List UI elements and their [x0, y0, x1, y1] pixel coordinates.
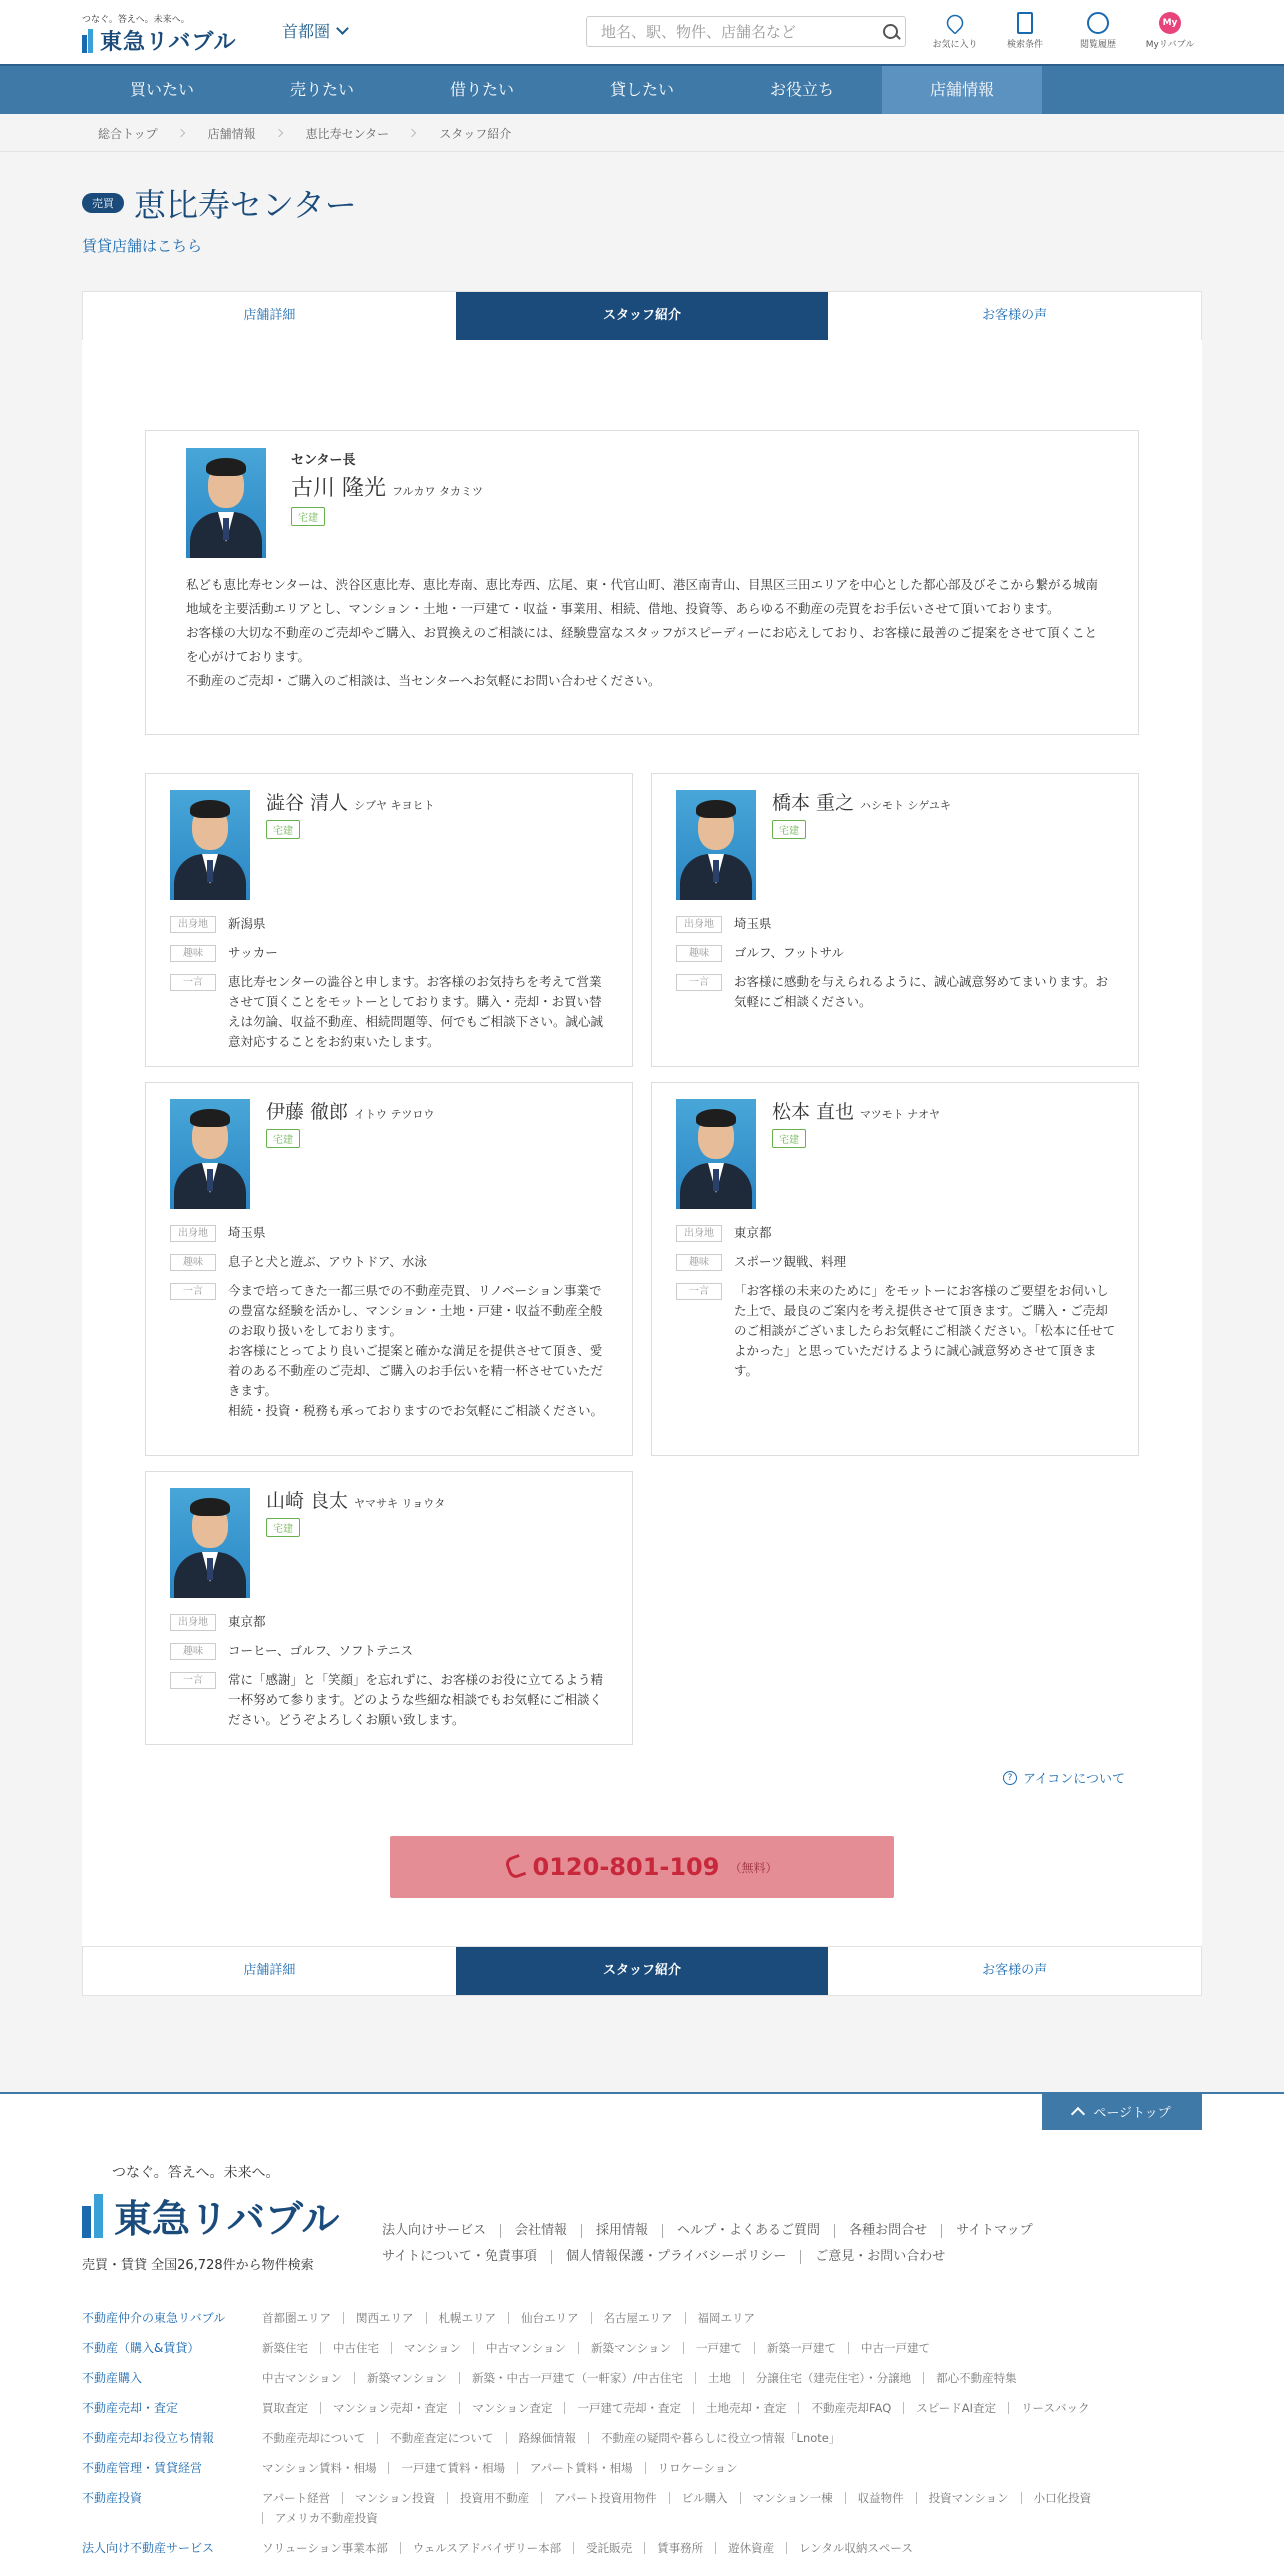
footer-category-links [262, 2368, 1202, 2388]
staff-origin: 新潟県 [228, 916, 266, 931]
footer-category-link[interactable]: アパート投資用物件 [541, 2492, 669, 2504]
footer-category-link[interactable]: 中古マンション [473, 2342, 578, 2354]
tab-store-detail[interactable]: 店舗詳細 [243, 308, 296, 323]
footer-category-link[interactable]: 不動産の疑問や暮らしに役立つ情報「Lnote」 [588, 2432, 852, 2444]
comment-label: 一言 [170, 1672, 216, 1689]
staff-kana: ハシモト シゲユキ [860, 799, 951, 812]
footer-category-link[interactable]: マンション投資 [342, 2492, 447, 2504]
staff-card [651, 1082, 1139, 1456]
sale-badge: 売買 [82, 193, 124, 213]
saved-search-label: 検索条件 [1006, 40, 1043, 50]
footer-category-link[interactable]: ウェルスアドバイザリー本部 [400, 2542, 573, 2554]
footer-category-link[interactable]: 名古屋エリア [591, 2312, 685, 2324]
footer-category-link[interactable]: 土地 [695, 2372, 743, 2384]
chevron-up-icon [1071, 2107, 1085, 2121]
footer-category-heading[interactable]: 不動産（購入&賃貸） [82, 2341, 200, 2355]
tab-voices[interactable]: お客様の声 [982, 1963, 1048, 1978]
my-livable-label: Myリバブル [1145, 40, 1195, 50]
license-badge: 宅建 [772, 1129, 806, 1148]
origin-label: 出身地 [170, 1225, 216, 1242]
footer-category-links [262, 2538, 1202, 2558]
my-icon: My [1159, 12, 1181, 34]
about-icons-link[interactable] [1003, 1768, 1125, 1787]
license-badge: 宅建 [266, 820, 300, 839]
footer-link[interactable]: サイトについて・免責事項 [382, 2249, 537, 2264]
hobby-label: 趣味 [170, 1254, 216, 1271]
footer-category-heading[interactable]: 不動産投資 [82, 2491, 143, 2505]
tab-staff[interactable]: スタッフ紹介 [456, 292, 829, 340]
footer-category-link[interactable]: 首都圏エリア [262, 2311, 331, 2325]
footer-category-row [82, 2538, 1202, 2558]
footer-category-link[interactable]: アパート賃料・相場 [517, 2462, 645, 2474]
store-tabs-bottom [82, 1946, 1202, 1996]
footer-category-link[interactable]: マンション賃料・相場 [262, 2461, 377, 2475]
global-nav [0, 64, 1284, 114]
staff-origin: 東京都 [734, 1225, 772, 1240]
hobby-label: 趣味 [676, 945, 722, 962]
license-badge: 宅建 [266, 1518, 300, 1537]
staff-photo [170, 1488, 250, 1598]
staff-card [651, 773, 1139, 1067]
origin-label: 出身地 [170, 916, 216, 933]
footer-category-link[interactable]: マンション査定 [459, 2402, 564, 2414]
hobby-label: 趣味 [170, 945, 216, 962]
heart-icon [943, 11, 966, 34]
footer-category-link[interactable]: 土地売却・査定 [693, 2402, 799, 2414]
nav-lease[interactable]: 貸したい [609, 80, 674, 99]
footer-category-row [82, 2338, 1202, 2358]
footer-category-link[interactable]: スピードAI査定 [903, 2402, 1008, 2414]
clock-icon [1087, 12, 1109, 34]
staff-hobby: 息子と犬と遊ぶ、アウトドア、水泳 [228, 1254, 427, 1269]
footer-category-link[interactable]: 関西エリア [343, 2312, 426, 2324]
comment-label: 一言 [170, 1283, 216, 1300]
staff-card [145, 773, 633, 1067]
footer-category-link[interactable]: 小口化投資 [1021, 2492, 1104, 2504]
tab-staff[interactable]: スタッフ紹介 [456, 1947, 829, 1995]
phone-icon [503, 1854, 526, 1880]
crumb-top[interactable]: 総合トップ [98, 126, 158, 141]
footer-category-link[interactable]: 中古マンション [262, 2371, 342, 2385]
footer-tagline: つなぐ。答えへ。未来へ。 [112, 2165, 280, 2181]
message-paragraph: お客様の大切な不動産のご売却やご購入、お買換えのご相談には、経験豊富なスタッフがスピーディーにお応えしており、お客様に最善のご提案をさせて頂くことを心がけております。 [186, 625, 1098, 664]
history-label: 閲覧履歴 [1079, 40, 1116, 50]
staff-hobby: ゴルフ、フットサル [734, 945, 845, 960]
footer-category-links [262, 2338, 1202, 2358]
footer-category-link[interactable]: レンタル収納スペース [786, 2542, 925, 2554]
staff-hobby: コーヒー、ゴルフ、ソフトテニス [228, 1643, 414, 1658]
staff-origin: 東京都 [228, 1614, 266, 1629]
staff-comment: 常に「感謝」と「笑顔」を忘れずに、お客様のお役に立てるよう精一杯努めて参ります。どのような些細な相談でもお気軽にご相談ください。どうぞよろしくお願い致します。 [228, 1672, 604, 1727]
footer-category-link[interactable]: 新築一戸建て [754, 2342, 848, 2354]
question-icon: ? [1003, 1771, 1017, 1785]
footer-category-heading[interactable]: 不動産仲介の東急リバブル [82, 2311, 226, 2325]
staff-comment: 「お客様の未来のために」をモットーにお客様のご要望をお伺いした上で、最良のご案内を考え提供させて頂きます。ご購入・ご売却のご相談がございましたらお気軽にご相談ください。「松本に任せてよかった」と思っていただけるように誠心誠意努めさせて頂きます。 [734, 1283, 1116, 1378]
footer-link[interactable]: 採用情報 [581, 2224, 662, 2238]
rental-store-link[interactable]: 賃貸店舗はこちら [82, 237, 203, 255]
staff-photo [676, 790, 756, 900]
footer-link[interactable]: ご意見・お問い合わせ [800, 2250, 959, 2264]
footer-link[interactable]: 各種お問合せ [834, 2224, 941, 2238]
footer-category-link[interactable]: 投資用不動産 [447, 2492, 541, 2504]
footer-category-link[interactable]: 不動産売却について [262, 2431, 366, 2445]
footer-category-link[interactable]: 分譲住宅（建売住宅）・分譲地 [743, 2372, 923, 2384]
footer-link[interactable]: 個人情報保護・プライバシーポリシー [551, 2250, 800, 2264]
page-title [82, 180, 357, 226]
staff-comment: お客様に感動を与えられるように、誠心誠意努めてまいります。お気軽にご相談ください。 [734, 974, 1109, 1009]
footer-category-link[interactable]: 遊休資産 [715, 2542, 786, 2554]
footer-category-link[interactable]: リロケーション [645, 2462, 750, 2474]
listing-summary: 売買・賃貸 全国26,728件から物件検索 [82, 2258, 314, 2273]
manager-kana: フルカワ タカミツ [392, 485, 484, 498]
footer-category-link[interactable]: アメリカ不動産投資 [262, 2512, 390, 2524]
license-badge: 宅建 [266, 1129, 300, 1148]
footer-categories [82, 2308, 1202, 2568]
footer-category-link[interactable]: リースバック [1008, 2402, 1101, 2414]
footer-category-link[interactable]: 新築マンション [578, 2342, 683, 2354]
staff-origin: 埼玉県 [734, 916, 772, 931]
footer-category-link[interactable]: 一戸建て賃料・相場 [388, 2462, 517, 2474]
phone-button[interactable] [390, 1836, 894, 1898]
staff-name: 松本 直也 [772, 1101, 855, 1123]
staff-hobby: スポーツ観戦、料理 [734, 1254, 847, 1269]
manager-message [186, 573, 1106, 693]
footer-category-link[interactable]: マンション一棟 [740, 2492, 845, 2504]
nav-stores[interactable]: 店舗情報 [882, 66, 1042, 114]
brand-logo[interactable] [82, 12, 236, 56]
origin-label: 出身地 [676, 1225, 722, 1242]
favorites-button[interactable] [925, 12, 985, 50]
nav-sell[interactable]: 売りたい [289, 80, 354, 99]
manager-name: 古川 隆光 [291, 476, 386, 501]
staff-comment: 恵比寿センターの澁谷と申します。お客様のお気持ちを考えて営業させて頂くことをモットーとしております。購入・売却・お買い替えは勿論、収益不動産、相続問題等、何でもご相談下さい。誠心誠意対応することをお約束いたします。 [228, 974, 604, 1049]
footer-category-link[interactable]: 不動産査定について [377, 2432, 505, 2444]
footer-category-link[interactable]: 一戸建て売却・査定 [564, 2402, 693, 2414]
manager-card [145, 430, 1139, 735]
staff-origin: 埼玉県 [228, 1225, 266, 1240]
crumb-center[interactable]: 恵比寿センター [305, 126, 390, 141]
chevron-right-icon [274, 129, 282, 137]
footer-category-link[interactable]: 新築マンション [354, 2372, 459, 2384]
footer-category-row [82, 2488, 1202, 2528]
staff-comment: 今まで培ってきた一都三県での不動産売買、リノベーション事業での豊富な経験を活かし、マンション・土地・戸建・収益不動産全般のお取り扱いをしております。 お客様にとってより良いご提案と確かな満足を提供させて頂き、愛着のある不動産のご売却、ご購入のお手伝いを精一杯させていただきます。 相続・投資・税務も承っておりますのでお気軽にご相談ください。 [228, 1283, 604, 1418]
footer-category-link[interactable]: 中古一戸建て [848, 2342, 942, 2354]
crumb-current: スタッフ紹介 [439, 126, 512, 141]
hobby-label: 趣味 [676, 1254, 722, 1271]
footer-category-links [262, 2488, 1202, 2528]
footer-link[interactable]: サイトマップ [941, 2224, 1047, 2238]
comment-label: 一言 [676, 1283, 722, 1300]
staff-photo [170, 1099, 250, 1209]
footer-category-heading[interactable]: 法人向け不動産サービス [82, 2541, 215, 2555]
store-tabs [82, 291, 1202, 341]
staff-name: 澁谷 清人 [266, 792, 349, 814]
footer-links-primary [382, 2224, 1047, 2238]
footer-logo[interactable] [82, 2162, 339, 2243]
footer-category-links [262, 2308, 1202, 2328]
footer-category-heading[interactable]: 不動産購入 [82, 2371, 143, 2385]
footer-links-secondary [382, 2250, 959, 2264]
logo-text: 東急リバブル [100, 30, 237, 55]
footer-link[interactable]: ヘルプ・よくあるご質問 [662, 2224, 834, 2238]
footer-category-link[interactable]: マンション [391, 2342, 473, 2354]
my-livable-button[interactable] [1140, 12, 1200, 50]
footer-category-row [82, 2398, 1202, 2418]
staff-card [145, 1471, 633, 1745]
footer-category-link[interactable]: 福岡エリア [685, 2312, 768, 2324]
footer-category-link[interactable]: 受託販売 [573, 2542, 644, 2554]
license-badge: 宅建 [772, 820, 806, 839]
favorites-label: お気に入り [932, 40, 978, 50]
region-label: 首都圏 [282, 22, 331, 41]
footer-category-link[interactable]: ソリューション事業本部 [262, 2541, 388, 2555]
site-footer [0, 2092, 1284, 2568]
staff-name: 橋本 重之 [772, 792, 855, 814]
manager-photo [186, 448, 266, 558]
breadcrumb [0, 114, 1284, 152]
footer-category-link[interactable]: 投資マンション [916, 2492, 1021, 2504]
comment-label: 一言 [676, 974, 722, 991]
staff-kana: マツモト ナオヤ [860, 1108, 940, 1121]
footer-category-row [82, 2458, 1202, 2478]
footer-category-link[interactable]: 新築住宅 [262, 2341, 308, 2355]
footer-link[interactable]: 法人向けサービス [382, 2223, 487, 2238]
license-badge: 宅建 [291, 507, 325, 526]
chevron-right-icon [176, 129, 184, 137]
nav-rent[interactable]: 借りたい [449, 80, 514, 99]
footer-category-link[interactable]: 新築・中古一戸建て（一軒家）/中古住宅 [459, 2372, 695, 2384]
footer-category-links [262, 2458, 1202, 2478]
logo-tagline: つなぐ。答えへ。未来へ。 [82, 15, 190, 25]
footer-category-link[interactable]: 賃事務所 [644, 2542, 715, 2554]
message-paragraph: 不動産のご売却・ご購入のご相談は、当センターへお気軽にお問い合わせください。 [186, 673, 661, 688]
footer-category-row [82, 2368, 1202, 2388]
toll-free-label: （無料） [729, 1860, 778, 1875]
footer-category-link[interactable]: アパート経営 [262, 2491, 331, 2505]
footer-category-link[interactable]: 一戸建て [683, 2342, 754, 2354]
footer-category-links [262, 2398, 1202, 2418]
footer-logo-text: 東急リバブル [114, 2197, 340, 2241]
footer-category-link[interactable]: 札幌エリア [426, 2312, 509, 2324]
page-top-button[interactable] [1042, 2092, 1202, 2130]
document-icon [1017, 12, 1033, 34]
footer-category-heading[interactable]: 不動産売却お役立ち情報 [82, 2431, 215, 2445]
footer-category-link[interactable]: 不動産売却FAQ [798, 2402, 903, 2414]
search-input[interactable] [587, 18, 875, 46]
nav-buy[interactable]: 買いたい [129, 80, 194, 99]
logo-mark-icon [82, 29, 96, 53]
search-box [586, 16, 906, 47]
staff-photo [170, 790, 250, 900]
footer-category-link[interactable]: 中古住宅 [320, 2342, 391, 2354]
tab-store-detail[interactable]: 店舗詳細 [243, 1963, 296, 1978]
tab-voices[interactable]: お客様の声 [982, 308, 1048, 323]
staff-card [145, 1082, 633, 1456]
staff-photo [676, 1099, 756, 1209]
chevron-down-icon [336, 22, 349, 35]
about-icons-label: アイコンについて [1023, 1772, 1126, 1787]
site-header [0, 0, 1284, 64]
staff-kana: イトウ テツロウ [354, 1108, 435, 1121]
staff-name: 山崎 良太 [266, 1490, 349, 1512]
footer-category-links [262, 2428, 1202, 2448]
origin-label: 出身地 [170, 1614, 216, 1631]
phone-number: 0120-801-109 [532, 1853, 720, 1881]
footer-category-link[interactable]: ビル購入 [669, 2492, 740, 2504]
footer-category-link[interactable]: 収益物件 [845, 2492, 916, 2504]
crumb-stores[interactable]: 店舗情報 [207, 126, 256, 141]
footer-category-row [82, 2308, 1202, 2328]
footer-category-link[interactable]: 都心不動産特集 [923, 2372, 1029, 2384]
footer-category-heading[interactable]: 不動産管理・賃貸経営 [82, 2461, 203, 2475]
hobby-label: 趣味 [170, 1643, 216, 1660]
manager-role: センター長 [291, 453, 356, 468]
chevron-right-icon [408, 129, 416, 137]
footer-category-link[interactable]: 路線価情報 [506, 2432, 589, 2444]
footer-category-link[interactable]: マンション売却・査定 [320, 2402, 459, 2414]
store-name: 恵比寿センター [134, 186, 357, 224]
nav-useful[interactable]: お役立ち [769, 80, 834, 99]
message-paragraph: 私ども恵比寿センターは、渋谷区恵比寿、恵比寿南、恵比寿西、広尾、東・代官山町、港区南青山、目黒区三田エリアを中心とした都心部及びそこから繋がる城南地域を主要活動エリアとし、マンション・土地・一戸建て・収益・事業用、相続、借地、投資等、あらゆる不動産の売買をお手伝いさせて頂いております。 [186, 577, 1099, 616]
region-selector[interactable] [282, 19, 347, 42]
history-button[interactable] [1068, 12, 1128, 50]
staff-name: 伊藤 徹郎 [266, 1101, 349, 1123]
comment-label: 一言 [170, 974, 216, 991]
footer-category-heading[interactable]: 不動産売却・査定 [82, 2401, 179, 2415]
footer-category-link[interactable]: 仙台エリア [508, 2312, 591, 2324]
saved-search-button[interactable] [995, 12, 1055, 50]
search-icon[interactable] [875, 17, 905, 47]
staff-kana: ヤマサキ リョウタ [354, 1497, 446, 1510]
staff-hobby: サッカー [228, 945, 278, 960]
staff-kana: シブヤ キヨヒト [354, 799, 435, 812]
origin-label: 出身地 [676, 916, 722, 933]
page-top-label: ページトップ [1093, 2105, 1171, 2121]
footer-category-link[interactable]: 買取査定 [262, 2401, 308, 2415]
footer-link[interactable]: 会社情報 [500, 2224, 581, 2238]
logo-mark-icon [82, 2194, 108, 2238]
footer-category-row [82, 2428, 1202, 2448]
